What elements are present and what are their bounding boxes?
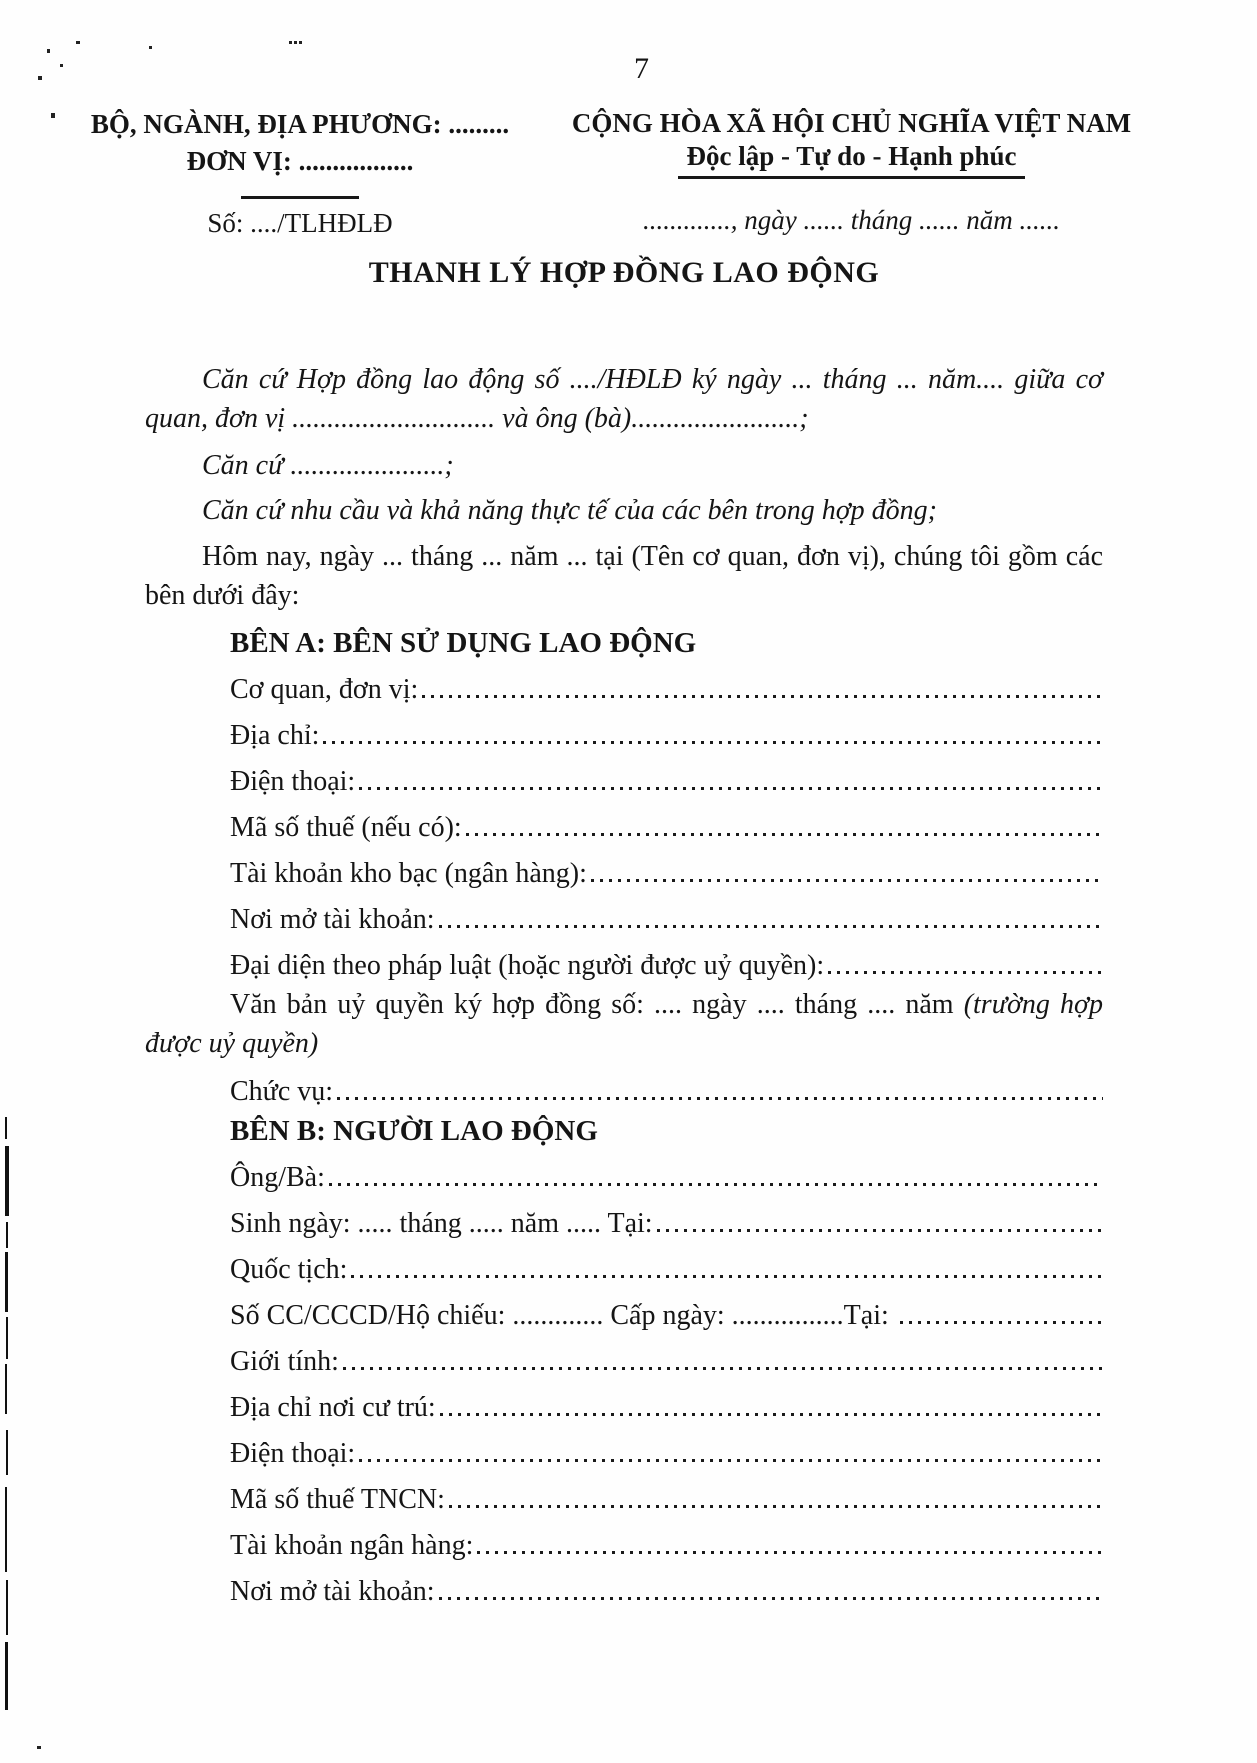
- party-b-heading: BÊN B: NGƯỜI LAO ĐỘNG: [230, 1115, 598, 1147]
- field-label: Mã số thuế (nếu có):: [230, 812, 462, 843]
- scan-artifact-line: [5, 1487, 7, 1572]
- scan-artifact-line: [6, 1222, 8, 1248]
- field-label: Điện thoại:: [230, 766, 356, 797]
- issuer-unit-line: ĐƠN VỊ: .................: [186, 146, 414, 176]
- field-id-number: [145, 1287, 1103, 1333]
- field-gender: [145, 1333, 1103, 1379]
- field-label: Tài khoản ngân hàng:: [230, 1530, 474, 1561]
- scan-speck: [149, 46, 152, 49]
- authorization-note-text: Văn bản uỷ quyền ký hợp đồng số: .... ngày .... tháng .... năm: [230, 989, 964, 1020]
- page-number: 7: [634, 52, 649, 85]
- dotted-leader: [329, 1183, 1103, 1186]
- scan-artifact-line: [5, 1146, 9, 1216]
- dotted-leader: [343, 1367, 1103, 1370]
- preamble-today-line: Hôm nay, ngày ... tháng ... năm ... tại (Tên cơ quan, đơn vị), chúng tôi gồm các bên dưới đây:: [145, 541, 1103, 611]
- document-title: THANH LÝ HỢP ĐỒNG LAO ĐỘNG: [368, 256, 880, 289]
- scan-artifact-line: [5, 1252, 8, 1312]
- field-address-a: [145, 707, 1103, 753]
- dotted-leader: [439, 1597, 1103, 1600]
- dotted-leader: [466, 833, 1103, 836]
- preamble-basis-contract: Căn cứ Hợp đồng lao động số ..../HĐLĐ ký ngày ... tháng ... năm.... giữa cơ quan, đơn vị ............................. và ông (bà)........................;: [145, 364, 1103, 434]
- document-number: Số: ..../TLHĐLĐ: [207, 208, 393, 238]
- scan-speck: [76, 41, 80, 44]
- national-header-block: [512, 106, 1191, 239]
- place-date-line: ............., ngày ...... tháng ...... năm ......: [643, 205, 1060, 235]
- field-phone-b: [145, 1425, 1103, 1471]
- scan-artifact-line: [6, 1580, 8, 1635]
- scan-speck: [47, 49, 50, 53]
- dotted-leader: [449, 1505, 1103, 1508]
- national-motto: Độc lập - Tự do - Hạnh phúc: [678, 141, 1024, 179]
- scan-artifact-line: [5, 1642, 8, 1710]
- divider-rule: [241, 196, 359, 199]
- scan-artifact-line: [6, 1430, 8, 1475]
- field-label: Đại diện theo pháp luật (hoặc người được uỷ quyền):: [230, 950, 825, 981]
- dotted-leader: [591, 879, 1103, 882]
- preamble-basis-blank: Căn cứ ......................;: [202, 450, 454, 481]
- dotted-leader: [359, 1459, 1103, 1462]
- field-label: Giới tính:: [230, 1346, 339, 1377]
- scan-speck: [38, 76, 42, 80]
- dotted-leader: [657, 1229, 1103, 1232]
- field-account-bank-a: [145, 891, 1103, 937]
- field-personal-tax-code: [145, 1471, 1103, 1517]
- party-a-heading: BÊN A: BÊN SỬ DỤNG LAO ĐỘNG: [230, 627, 697, 659]
- field-account-opened-at-b: [145, 1563, 1103, 1609]
- scan-speck: [60, 64, 63, 67]
- national-title: CỘNG HÒA XÃ HỘI CHỦ NGHĨA VIỆT NAM: [571, 108, 1132, 138]
- dotted-leader: [337, 1097, 1103, 1100]
- dotted-leader: [439, 925, 1103, 928]
- field-birthdate: [145, 1195, 1103, 1241]
- field-tax-code-a: [145, 799, 1103, 845]
- field-label: Nơi mở tài khoản:: [230, 904, 435, 935]
- field-label: Địa chỉ nơi cư trú:: [230, 1392, 436, 1423]
- preamble-basis-needs: Căn cứ nhu cầu và khả năng thực tế của các bên trong hợp đồng;: [202, 495, 937, 526]
- field-organization: [145, 661, 1103, 707]
- field-position: [145, 1063, 1103, 1109]
- field-treasury-account: [145, 845, 1103, 891]
- dotted-leader: [477, 1551, 1103, 1554]
- field-label: Nơi mở tài khoản:: [230, 1576, 435, 1607]
- scan-speck: [289, 41, 303, 44]
- document-header: [88, 106, 1191, 239]
- dotted-leader: [323, 741, 1103, 744]
- field-label: Điện thoại:: [230, 1438, 356, 1469]
- dotted-leader: [440, 1413, 1103, 1416]
- field-label: Sinh ngày: ..... tháng ..... năm ..... Tại:: [230, 1208, 653, 1239]
- dotted-leader: [900, 1321, 1103, 1324]
- field-bank-account-b: [145, 1517, 1103, 1563]
- document-body: [145, 240, 1103, 1609]
- field-fullname: [145, 1149, 1103, 1195]
- issuer-ministry-line: BỘ, NGÀNH, ĐỊA PHƯƠNG: .........: [90, 109, 510, 139]
- dotted-leader: [828, 971, 1103, 974]
- authorization-note: [145, 985, 1103, 1063]
- scan-speck: [51, 113, 55, 118]
- field-label: Cơ quan, đơn vị:: [230, 674, 419, 705]
- field-phone-a: [145, 753, 1103, 799]
- dotted-leader: [351, 1275, 1103, 1278]
- dotted-leader: [422, 695, 1103, 698]
- field-label: Quốc tịch:: [230, 1254, 348, 1285]
- dotted-leader: [359, 787, 1103, 790]
- field-label: Mã số thuế TNCN:: [230, 1484, 445, 1515]
- field-nationality: [145, 1241, 1103, 1287]
- field-label: Số CC/CCCD/Hộ chiếu: ............. Cấp ngày: ................Tại:: [230, 1300, 896, 1331]
- authorization-note-italic: (trường hợp được uỷ quyền): [145, 989, 1103, 1059]
- field-label: Ông/Bà:: [230, 1162, 325, 1193]
- field-label: Địa chỉ:: [230, 720, 320, 751]
- issuer-block: [88, 106, 512, 239]
- field-legal-representative: [145, 937, 1103, 983]
- field-label: Chức vụ:: [230, 1076, 334, 1107]
- scan-artifact-line: [5, 1117, 7, 1139]
- field-residence-address: [145, 1379, 1103, 1425]
- field-label: Tài khoản kho bạc (ngân hàng):: [230, 858, 587, 889]
- scan-artifact-line: [6, 1317, 8, 1359]
- scan-speck: [37, 1746, 41, 1749]
- scan-artifact-line: [5, 1364, 7, 1414]
